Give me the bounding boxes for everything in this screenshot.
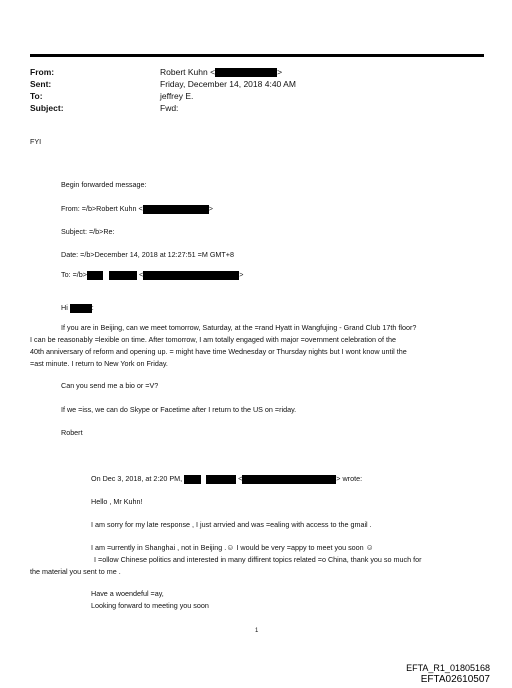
page-number: 1: [255, 628, 259, 634]
looking-forward-line: Looking forward to meeting you soon: [91, 601, 209, 610]
from-label: From:: [30, 67, 55, 77]
sent-label: Sent:: [30, 79, 52, 89]
redaction-box: [143, 271, 239, 280]
hello-line: Hello , Mr Kuhn!: [91, 497, 143, 506]
sent-value: Friday, December 14, 2018 4:40 AM: [160, 79, 296, 89]
smile-icon: ☺: [226, 543, 235, 552]
redaction-box: [143, 205, 209, 214]
para1-line3: 40th anniversary of reform and opening up. = might have time Wednesday or Thursday nights but I wont know until the: [30, 347, 407, 356]
fwd-from: [61, 204, 213, 214]
fwd-to-prefix: To: =/b>: [61, 270, 87, 279]
fwd-from-suffix: >: [208, 204, 213, 213]
fwd-from-prefix: From: =/b>Robert Kuhn <: [61, 204, 143, 213]
para1-line1: If you are in Beijing, can we meet tomorrow, Saturday, at the =rand Hyatt in Wangfujing - Grand Club 17th floor?: [61, 323, 417, 332]
fwd-date: Date: =/b>December 14, 2018 at 12:27:51 =M GMT+8: [61, 250, 235, 259]
fwd-to-mid: <: [138, 270, 144, 279]
para1-line2: I can be reasonably =lexible on time. After tomorrow, I am totally engaged with major =overnment celebration of the: [30, 335, 396, 344]
sorry-line: I am sorry for my late response , I just arrvied and was =ealing with access to the gmail .: [91, 520, 372, 529]
bates-number-2: EFTA02610507: [420, 674, 490, 685]
begin-forwarded: Begin forwarded message:: [61, 180, 147, 189]
redaction-box: [87, 271, 103, 280]
para1-line4: =ast minute. I return to New York on Friday.: [30, 359, 168, 368]
quote-on: On Dec 3, 2018, at 2:20 PM,: [91, 474, 183, 483]
subject-value: Fwd:: [160, 103, 179, 113]
bio-request: Can you send me a bio or =V?: [61, 381, 159, 390]
from-value: [160, 67, 282, 77]
to-value: jeffrey E.: [160, 91, 194, 101]
fwd-to-suffix: >: [239, 270, 244, 279]
to-label: To:: [30, 91, 43, 101]
greeting-hi: [61, 303, 94, 313]
fyi-text: FYI: [30, 137, 42, 146]
redaction-box: [206, 475, 236, 484]
hi-text: Hi: [61, 303, 68, 312]
smile-icon: ☺: [365, 543, 374, 552]
quote-header: [91, 474, 362, 484]
shanghai-rest: I would be very =appy to meet you soon: [234, 543, 366, 552]
redaction-box: [184, 475, 201, 484]
hi-suffix: :: [91, 303, 94, 312]
redaction-box: [215, 68, 277, 77]
shanghai-text: I am =urrently in Shanghai , not in Beijing .: [91, 543, 227, 552]
woendeful-line: Have a woendeful =ay,: [91, 589, 164, 598]
signature: Robert: [61, 428, 83, 437]
bates-number-1: EFTA_R1_01805168: [406, 663, 490, 673]
header-rule: [30, 54, 484, 57]
from-name: Robert Kuhn <: [160, 67, 216, 77]
subject-label: Subject:: [30, 103, 64, 113]
redaction-box: [242, 475, 336, 484]
follow-line2: the material you sent to me .: [30, 567, 121, 576]
fwd-to: [61, 270, 243, 280]
quote-lt: <: [238, 474, 243, 483]
fwd-subject: Subject: =/b>Re:: [61, 227, 115, 236]
follow-line1: I =ollow Chinese politics and interested in many diffirent topics related =o China, thank you so much for: [94, 555, 422, 564]
skype-line: If we =iss, we can do Skype or Facetime after I return to the US on =riday.: [61, 405, 297, 414]
from-name-end: >: [277, 67, 283, 77]
shanghai-line: [91, 543, 374, 553]
redaction-box: [109, 271, 137, 280]
redaction-box: [70, 304, 92, 313]
quote-wrote: > wrote:: [336, 474, 363, 483]
